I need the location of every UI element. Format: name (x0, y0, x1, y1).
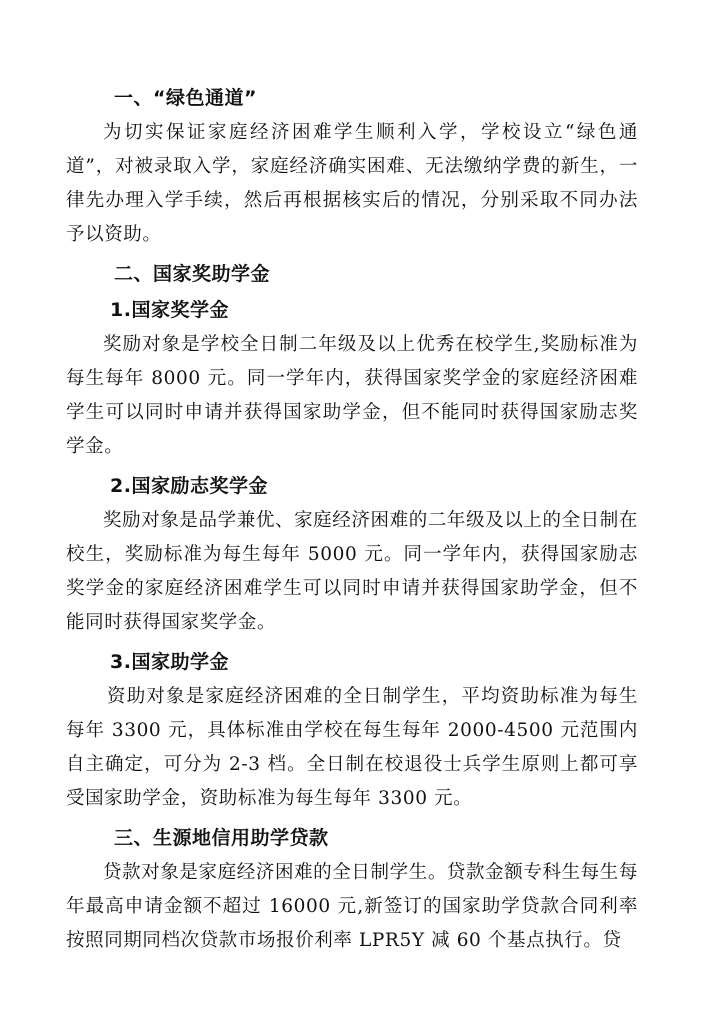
paragraph-national-grant: 资助对象是家庭经济困难的全日制学生，平均资助标准为每生每年 3300 元，具体标准由学校在每生每年 2000-4500 元范围内自主确定，可分为 2-3 档。全日制在校退役士兵学生原则上都可享受国家助学金，资助标准为每生每年 3300 元。 (66, 686, 638, 809)
paragraph-student-loan: 贷款对象是家庭经济困难的全日制学生。贷款金额专科生每生每年最高申请金额不超过 16000 元,新签订的国家助学贷款合同利率按照同期同档次贷款市场报价利率 LPR5Y 减 60 个基点执行。贷 (66, 862, 638, 951)
section-heading-national-scholarships: 二、国家奖助学金 (114, 263, 271, 285)
paragraph-national-encouragement-scholarship: 奖励对象是品学兼优、家庭经济困难的二年级及以上的全日制在校生，奖励标准为每生每年 5000 元。同一学年内，获得国家励志奖学金的家庭经济困难学生可以同时申请并获得国家助学金，但不能同时获得国家奖学金。 (66, 510, 638, 633)
subheading-national-grant: 3.国家助学金 (110, 651, 229, 673)
document-body (66, 80, 638, 958)
paragraph-national-scholarship: 奖励对象是学校全日制二年级及以上优秀在校学生,奖励标准为每生每年 8000 元。同一学年内，获得国家奖学金的家庭经济困难学生可以同时申请并获得国家助学金，但不能同时获得国家励志奖学金。 (66, 334, 638, 457)
section-heading-student-loan: 三、生源地信用助学贷款 (114, 827, 329, 849)
paragraph-green-channel: 为切实保证家庭经济困难学生顺利入学，学校设立“绿色通道”，对被录取入学，家庭经济确实困难、无法缴纳学费的新生，一律先办理入学手续，然后再根据核实后的情况，分别采取不同办法予以资助。 (66, 122, 638, 245)
section-heading-green-channel: 一、“绿色通道” (114, 87, 257, 109)
subheading-national-encouragement-scholarship: 2.国家励志奖学金 (110, 475, 268, 497)
subheading-national-scholarship: 1.国家奖学金 (110, 299, 229, 321)
